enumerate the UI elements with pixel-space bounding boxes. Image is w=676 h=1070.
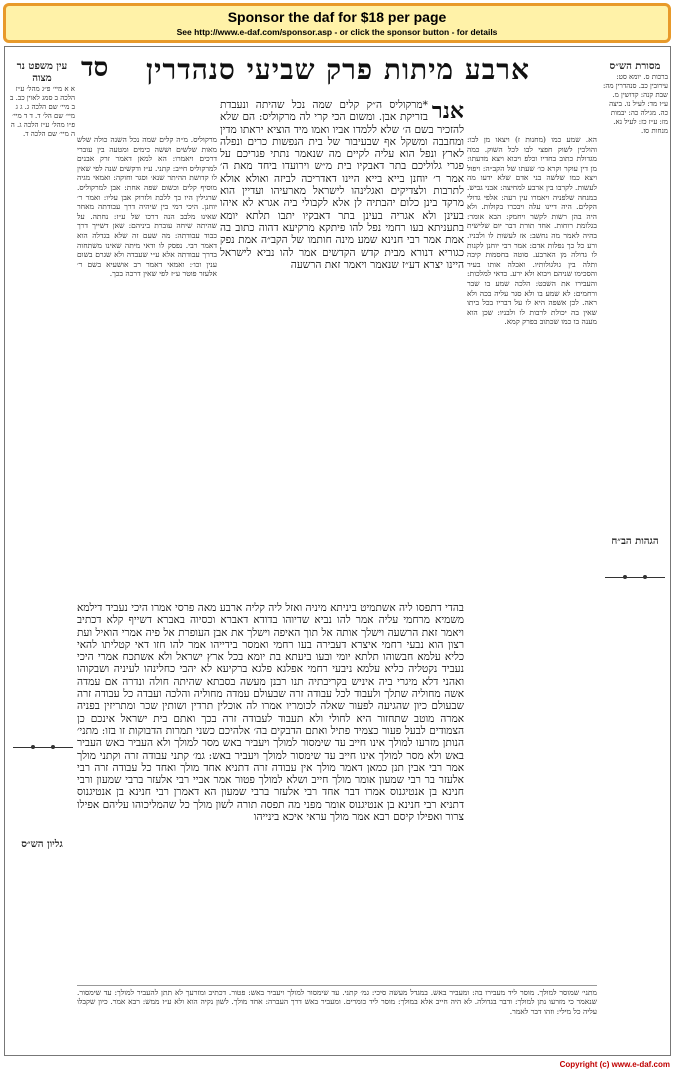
gemara-continuation-text: בהדי דתפסו ליה אשתמיט ביניתא מיניה ואזל ליה קליה ארבע מאה פרסי אמרו היכי נעביד דילמא משמיא מרחמי עליה אמר להו נביא שדיוהו בדודא דאברא וכסיוה באברא דשייף קלא דכתיב ויאמר זאת הרשעה וישלך אותה אל תוך האיפה וישלך את אבן העופרת אל פיה אמרי הואיל ועת רצון הוא נבעי רחמי איצרא דעבירה בעו רחמי ואמסר בידייהו אמר להו חזו דאי קטליתו להאי כליא עלמא חבשוהו תלתא יומי ובעו ביעתא בת יומא בכל ארץ ישראל ולא אשתכח אמרי היכי נעביד נקטליה כליא עלמא ניבעי רחמי אפלגא פלגא ברקיעא לא יהבי כחלינהו לעיניה ושבקוהו ואהני דלא מיגרי ביה איניש בקריבתיה תנו רבנן מעשה בסבתא שהיתה חולה ונדרה אם עמדה אשה מחוליה שתלך ולעבוד לכל עבודה זרה שבעולם עמדה מחוליה והלכה ועבדה כל עבודה זרה שבעולם כיון שהגיעה לפעור שאלה לכומריו אמרו לה אוכלין תרדין ושותין שכר ומתריזין בפניה אמרה מוטב שתחזור היא לחולי ולא תעבוד לעבודה זרה בכך ואתם בית ישראל אינכם כן הצמודים לבעל פעור כצמיד פתיל ואתם הדבקים בה׳ אלהיכם כשני תמרות הדבוקות זו בזו: מתני׳ הנותן מזרעו למולך אינו חייב עד שימסור למולך ויעביר באש מסר למולך ולא העביר באש העביר באש ולא מסר למולך אינו חייב עד שימסור למולך ויעביר באש: גמ׳ קתני עבודה זרה וקתני מולך אמר רבי אבין תנן כמאן דאמר מולך אין עבודה זרה דתניא אחד מולך ואחד כל עבודה זרה רבי אלעזר בר רבי שמעון אומר מולך חייב ושלא למולך פטור אמר אביי רבי אלעזר ברבי שמעון ורבי חנינא בן אנטיגנוס אמרו דבר אחד רבי אלעזר ברבי שמעון הא דאמרן רבי חנינא בן אנטיגנוס דתניא רבי חנינא בן אנטיגנוס אומר מפני מה תפסה תורה לשון מולך כל שהמליכוהו עליהם אפילו צרור ואפילו קיסם רבא אמר מולך עראי איכא בינייהו xyxy=(77,602,464,824)
left-margin-heading: עין משפט נר מצוה xyxy=(16,61,68,84)
sponsor-subtitle[interactable]: See http://www.e-daf.com/sponsor.asp - or click the sponsor button - for details xyxy=(176,27,498,37)
left-margin-text: א א מיי׳ פ״ג מהל׳ ע״ז הלכה ב סמג לאוין כב. ב ב מיי׳ שם הלכה ג. ג ג מיי׳ שם הל׳ ד. ד ד מיי׳ פ״ו מהל׳ ע״ז הלכה ג. ה ה מיי׳ שם הלכה ד. xyxy=(10,85,75,138)
rashi-commentary: הא. שמע כמו (מחנות ז) ויצאו מן לבו: והולכין לשוק חפצי לבו לכל השוק. כמה מגדולת כתוב בחדיו וכלפ ויבוא ויצא מדעתו: מן דין עוקר וקרא כו׳ שעתו של הקב״ה: ויפול ויצא כמו שלשה בני אדם שלא ידעו מה לעשות. לקרבו בין ארבע למחיצה: אבני גביש. במנחה שלפניה ויאמרו עין רעה: אלפי גדולי הקלים. היה דיינו עלה ויבכרו בקולות. ולא היה בהן רשות לקשר ויחמק: הבא אומר: בגלומת רוחות. אחד תורת דבר יום שלישית בהיה לאמר מה נחשב: אז לעשות לו ולבניו. ורע כל כך נפלות אדם: אמר רבי יוחנן לקנות לו גדולה מן הארבע. סוטה בחסמות קיבה ותלה בין גולגולותיו. ואכלה אותו בעיר והסכימו שניהם ויבוא ולא ירע. כדאי למלכות: והעבירו את השבט: הלכה שמע בו שבר ורחמים: לא שמע בו ולא סגר עליה בכה ולא ראה. לכן אשפה היא לו על דבריו בכל ביתו שאין בה יכולת לרבות לו ולבניו: שכן הוא מענה בו כמו שכתוב בפרק קמא. xyxy=(467,135,597,327)
right-margin-spacer xyxy=(602,136,668,536)
right-ornament-divider xyxy=(605,577,665,578)
bottom-commentary: מתני׳ שמוסר למולך. מוסר ליד מעבירו בה: ומעביר באש. במגדל מעשה סיכי: גמ׳ קתני. עד שימסור למולך ויעביר באש: פטור. דכתיב ומזרעך לא תתן להעביר למולך: עד שימסור. שנאמר כי מזרעו נתן למולך: ודבר בגדולה. לא היה חייב אלא במולך: מוסר ליד כומרים. ומעביר באש דרך העברה: אחד מולך. לשון נקיה הוא ולא ע״ז ממש: רבא אמר. כיון שקבלו עליה כל מילי: וזהו דבר לאמר. xyxy=(77,985,597,1056)
gemara-opening-word: אנר xyxy=(431,99,464,124)
gemara-main-text xyxy=(220,99,464,599)
chapter-header: ארבע מיתות פרק שביעי סנהדרין xyxy=(146,53,530,86)
left-ornament-divider xyxy=(13,747,73,748)
sponsor-title[interactable]: Sponsor the daf for $18 per page xyxy=(227,9,447,25)
right-margin-heading: מסורת הש״ס xyxy=(609,61,661,72)
tosafot-commentary: מרקוליס. מ״ה קלים שמה נכל השנה כולה שלש מאות שלשים וששה כימים ומטעה בין עוברי דרכים ויאמרו: הא למאן דאמר זרק אבנים למרקוליס חייב: קתני. ע״ז ודקשים שנה לפי שאין לו קדושת ההיתר שנא׳ וסגר וחוקה: ואמאי מגיה מוסיף קלים וכשום שפה אחת: אבן למרקוליס. שרגילין היו כך ללכת ולזרוק אבן עליו: ואמר ר׳ יוחנן. היכי דמי בין שיהיה דרך עבודתה מאחר שאינו מלבב הנה דרכו של ע״ז: נחתה. על שהיתה שיחה עוברת ביניהם: שאן דשייך דרך כבוד עבודתה: מה שעם זה שלא בגדלה הוא דאמר רבי. נפסק לו ודאי מיתה שאינו משתחוה בדרך עבודתה אלא ע״י שעבדה ולא שגרם בשום ענין וכו׳: ואמאי דאמר רב אושעיא בשם ר׳ אלעזר פוטר ע״ז לפי שאין דרכה בכך. xyxy=(77,135,217,279)
right-margin-heading-2: הגהות הב״ח xyxy=(611,536,659,547)
left-margin-spacer xyxy=(9,139,75,839)
copyright-notice[interactable]: Copyright (c) www.e-daf.com xyxy=(559,1060,670,1069)
right-margin-column xyxy=(602,61,668,1046)
left-margin-column xyxy=(9,61,75,1046)
right-margin-text: ברכות ס. יומא סט: עירובין כב. סנהדרין מה: שבת קנה: קדושין מ. ע״ז מד: לעיל נו. ביצה כה. מגילה כה: יבמות מז: ע״ז כז: לעיל נא. מנחות סז. xyxy=(603,73,668,135)
gemara-text: *מרקוליס ה״ק קלים שמה נכל שהיתה ונעבדת בזריקת אבן. ומשום הכי קרי לה מרקוליס: הם שלא להזכיר בשם ה׳ שלא ללמדו אביו ואמו מיד הוציא יראתו מדין ומחבבה ומשקל אף שבעיבור של בית הנפשות כרים ונפלה לארץ ונפל הוא עליה לקיים מה שנאמר נתתי פגריכם על פגרי גלוליכם בתר דאבקיו בית מ״ש וירועדו ביחד מאת ה׳ אמר ר׳ יוחנן בייא בייא היינו דאדריכה לביזה ואולא אולא לתרבות ולצדיקים ואגלינהו לישראל מארעיהו ועדיין הוא מרקד בינן כלום יהבתיה לן אלא לקבולי ביה אגרא לא איהו בעינן ולא אגריה בעינן בתר דאבקיו יתבו תלתא יומא בתעניתא בעו רחמי נפל להו פיתקא מרקיעא דהוה כתוב בה אמת אמר רבי חנינא שמע מינה חותמו של הקב״ה אמת נפק כגוריא דנורא מבית קדש הקדשים אמר להו נביא לישראל היינו יצרא דע״ז שנאמר ויאמר זאת הרשעה xyxy=(220,99,464,271)
talmud-page xyxy=(4,46,671,1056)
left-margin-heading-2: גליון הש״ס xyxy=(21,839,63,850)
folio-number: סד xyxy=(81,53,109,83)
sponsor-banner[interactable] xyxy=(3,3,671,43)
